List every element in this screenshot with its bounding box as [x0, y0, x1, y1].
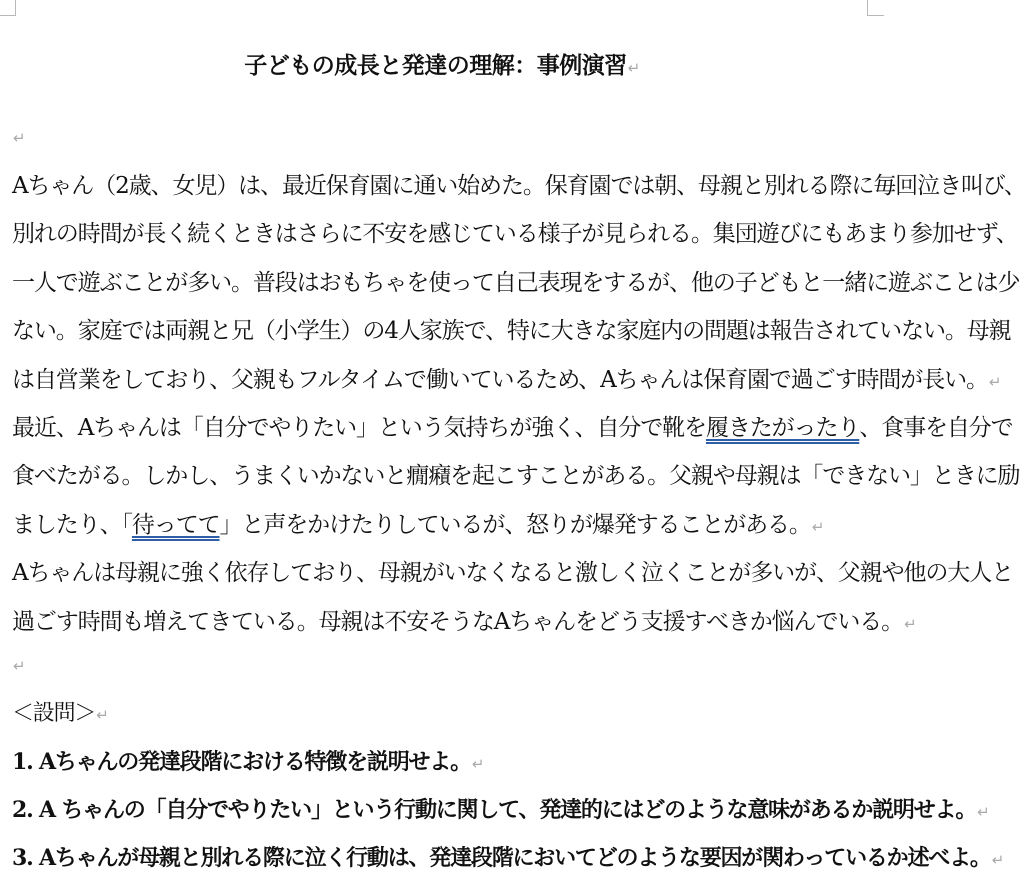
- case-line-text: 」と声をかけたりしているが、怒りが爆発することがある。: [219, 511, 811, 538]
- case-line-text: 過ごす時間も増えてきている。母親は不安そうなAちゃんをどう支援すべきか悩んでいる。: [12, 608, 904, 635]
- paragraph-mark-icon: ↵: [96, 706, 108, 724]
- empty-paragraph: [12, 126, 26, 150]
- paragraph-mark-icon: ↵: [13, 129, 26, 147]
- case-line-text: ましたり、「: [12, 511, 132, 538]
- case-line-text: 、食事を自分で: [859, 414, 1013, 441]
- paragraph-mark-icon: ↵: [977, 803, 989, 821]
- question-text: 3. Aちゃんが母親と別れる際に泣く行動は、発達段階においてどのような要因が関わっているか述べよ。: [12, 845, 991, 871]
- case-line: 一人で遊ぶことが多い。普段はおもちゃを使って自己表現をするが、他の子どもと一緒に遊ぶことは少: [12, 269, 1020, 296]
- paragraph-mark-icon: ↵: [471, 755, 484, 773]
- paragraph-mark-icon: ↵: [811, 517, 824, 536]
- questions-heading: [12, 690, 872, 738]
- case-line: 別れの時間が長く続くときはさらに不安を感じている様子が見られる。集団遊びにもあまり参加せず、: [12, 221, 1018, 248]
- case-line-text: は自営業をしており、父親もフルタイムで働いているため、Aちゃんは保育園で過ごす時間が長い。: [12, 366, 988, 393]
- case-line: Aちゃんは母親に強く依存しており、母親がいなくなると激しく泣くことが多いが、父親や他の大人と: [12, 560, 1014, 587]
- case-line: Aちゃん（2歳、女児）は、最近保育園に通い始めた。保育園では朝、母親と別れる際に毎回泣き叫び、: [12, 173, 1026, 199]
- document-title: [12, 50, 872, 84]
- question-item: [12, 786, 989, 834]
- case-line: [12, 598, 916, 646]
- empty-paragraph: [12, 654, 26, 678]
- paragraph-mark-icon: ↵: [991, 851, 1004, 869]
- questions-heading-text: ＜設問＞: [12, 701, 96, 726]
- paragraph-mark-icon: ↵: [627, 59, 640, 77]
- crop-mark-top-right: [867, 0, 884, 16]
- case-line: [12, 501, 868, 549]
- questions-section: [12, 690, 1004, 882]
- paragraph-mark-icon: ↵: [988, 372, 1001, 391]
- case-line: ない。家庭では両親と兄（小学生）の4人家族で、特に大きな家庭内の問題は報告されていない。母親: [12, 318, 1011, 345]
- paragraph-mark-icon: ↵: [13, 657, 26, 675]
- question-text: 1. Aちゃんの発達段階における特徴を説明せよ。: [12, 749, 471, 775]
- question-item: [12, 738, 872, 786]
- case-line: 食べたがる。しかし、うまくいかないと癇癪を起こすことがある。父親や母親は「できない」ときに励: [12, 463, 1020, 490]
- question-item: [12, 834, 1004, 882]
- grammar-underline[interactable]: 履きたがったり: [705, 414, 860, 441]
- crop-mark-top-left: [0, 0, 16, 16]
- question-text: 2. A ちゃんの「自分でやりたい」という行動に関して、発達的にはどのような意味があるか説明せよ。: [12, 797, 977, 823]
- paragraph-mark-icon: ↵: [904, 614, 916, 633]
- case-text: [12, 162, 1026, 646]
- case-line: [12, 356, 1001, 404]
- case-line-text: 最近、Aちゃんは「自分でやりたい」という気持ちが強く、自分で靴を: [12, 414, 706, 441]
- title-text: 子どもの成長と発達の理解：事例演習: [244, 52, 627, 79]
- case-line: [12, 404, 1013, 452]
- grammar-underline[interactable]: 待ってて: [131, 511, 220, 538]
